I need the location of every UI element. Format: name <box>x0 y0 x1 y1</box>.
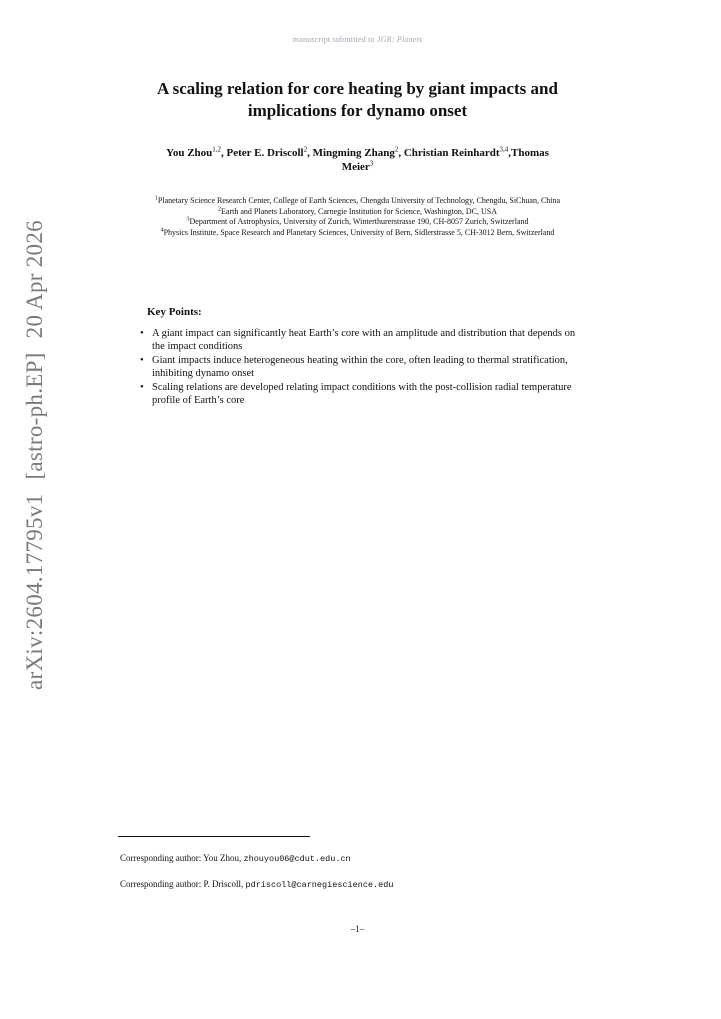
affiliation <box>110 217 605 228</box>
bullet-icon: • <box>140 382 144 393</box>
footnote-label: Corresponding author: You Zhou, <box>120 853 244 863</box>
author-name: Christian Reinhardt <box>403 147 500 159</box>
key-point-text: Scaling relations are developed relating impact conditions with the post-collision radial temperature profile of Earth’s core <box>152 382 572 406</box>
affiliation <box>110 196 605 207</box>
title-line-1: A scaling relation for core heating by giant impacts and <box>157 79 558 98</box>
affiliation-list <box>110 196 605 238</box>
key-points-list <box>138 328 588 409</box>
author-separator: , <box>307 147 313 159</box>
key-point-text: A giant impact can significantly heat Earth’s core with an amplitude and distribution that depends on the impact conditions <box>152 328 576 352</box>
author-affiliation-mark: 2 <box>394 145 399 154</box>
key-point-item <box>138 382 588 407</box>
arxiv-identifier-stamp <box>22 213 48 697</box>
corresponding-author-note <box>120 853 351 865</box>
author-name: You Zhou <box>166 147 213 159</box>
author-name: Peter E. Driscoll <box>226 147 304 159</box>
author-list <box>150 146 565 174</box>
author-affiliation-mark: 3 <box>369 159 374 168</box>
email-link[interactable]: pdriscoll@carnegiescience.edu <box>245 880 394 890</box>
journal-name: JGR: Planets <box>376 35 423 44</box>
affiliation <box>110 228 605 239</box>
key-points-heading: Key Points: <box>147 306 202 318</box>
affiliation <box>110 207 605 218</box>
title-line-2: implications for dynamo onset <box>247 101 468 120</box>
author-affiliation-mark: 2 <box>303 145 308 154</box>
footnote-divider <box>118 836 310 837</box>
arxiv-id: arXiv:2604.17795v1 <box>22 493 47 690</box>
corresponding-author-note <box>120 879 393 891</box>
key-point-item <box>138 328 588 353</box>
paper-title <box>100 78 615 122</box>
bullet-icon: • <box>140 328 144 339</box>
affiliation-text: Physics Institute, Space Research and Planetary Sciences, University of Bern, Sidlerstrasse 5, CH-3012 Bern, Switzerland <box>163 227 555 237</box>
affiliation-text: Department of Astrophysics, University of Zurich, Winterthurerstrasse 190, CH-8057 Zurich, Switzerland <box>189 217 529 226</box>
manuscript-header-note <box>0 35 715 44</box>
affiliation-mark: 4 <box>160 226 164 233</box>
email-link[interactable]: zhouyou06@cdut.edu.cn <box>243 854 351 864</box>
author-separator: , <box>221 147 227 159</box>
affiliation-mark: 1 <box>154 195 158 202</box>
affiliation-text: Earth and Planets Laboratory, Carnegie Institution for Science, Washington, DC, USA <box>221 206 497 216</box>
key-point-item <box>138 355 588 380</box>
header-prefix: manuscript submitted to <box>292 35 377 44</box>
affiliation-text: Planetary Science Research Center, College of Earth Sciences, Chengdu University of Technology, Chengdu, SiChuan, China <box>157 196 561 205</box>
affiliation-mark: 3 <box>186 216 190 223</box>
author-name: Thomas Meier <box>341 147 549 173</box>
author-affiliation-mark: 1,2 <box>212 145 222 154</box>
arxiv-date: 20 Apr 2026 <box>22 220 47 339</box>
author-separator: , <box>398 147 404 159</box>
author-name: Mingming Zhang <box>312 147 395 159</box>
page-number: –1– <box>350 924 365 934</box>
arxiv-category: [astro-ph.EP] <box>22 352 47 480</box>
author-separator: , <box>508 147 511 159</box>
bullet-icon: • <box>140 355 144 366</box>
author-affiliation-mark: 3,4 <box>499 145 509 154</box>
key-point-text: Giant impacts induce heterogeneous heating within the core, often leading to thermal stratification, inhibiting dynamo onset <box>152 355 568 379</box>
affiliation-mark: 2 <box>218 205 222 212</box>
footnote-label: Corresponding author: P. Driscoll, <box>120 879 246 889</box>
